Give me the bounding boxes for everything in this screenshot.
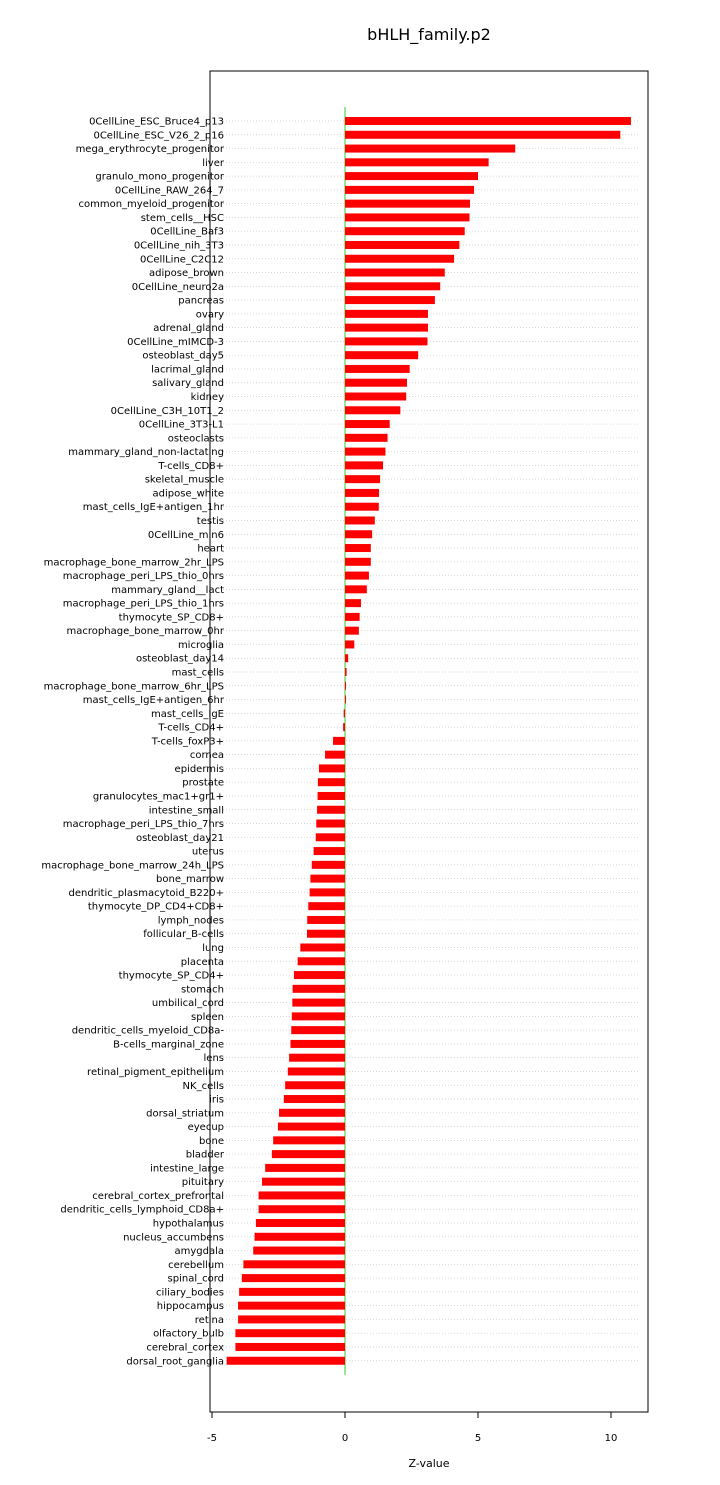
bar	[227, 1357, 345, 1365]
bar	[262, 1178, 345, 1186]
bar	[273, 1136, 345, 1144]
bar	[345, 585, 367, 593]
bar	[242, 1274, 345, 1282]
bar	[325, 751, 345, 759]
category-label: lens	[203, 1053, 224, 1065]
category-label: macrophage_bone_marrow_24h_LPS	[41, 860, 224, 872]
bar	[345, 627, 359, 635]
category-label: 0CellLine_C2C12	[140, 254, 224, 266]
bar	[290, 1040, 345, 1048]
category-label: mammary_gland__lact	[111, 584, 224, 596]
bar	[345, 668, 347, 676]
bar	[345, 269, 445, 277]
bar	[345, 406, 400, 414]
bars	[227, 117, 631, 1365]
x-tick-label: -5	[207, 1433, 217, 1444]
bar	[278, 1123, 345, 1131]
category-label: nucleus_accumbens	[123, 1232, 224, 1244]
bar	[279, 1109, 345, 1117]
bar	[345, 255, 454, 263]
category-label: macrophage_peri_LPS_thio_0hrs	[62, 571, 224, 583]
bar	[235, 1329, 345, 1337]
bar	[307, 930, 345, 938]
bar	[294, 971, 345, 979]
bar	[259, 1191, 345, 1199]
bar	[345, 544, 371, 552]
grid-lines	[223, 121, 640, 1361]
category-label: NK_cells	[182, 1080, 224, 1092]
category-label: retina	[194, 1314, 224, 1326]
category-label: adrenal_gland	[153, 323, 224, 335]
category-label: iris	[209, 1094, 224, 1106]
bar	[291, 1026, 345, 1034]
category-label: bladder	[185, 1149, 224, 1161]
bar	[345, 337, 427, 345]
category-label: thymocyte_SP_CD8+	[118, 612, 224, 624]
category-label: microglia	[177, 639, 224, 651]
category-label: dendritic_plasmacytoid_B220+	[68, 887, 224, 899]
category-label: umbilical_cord	[151, 998, 224, 1010]
category-labels	[41, 117, 225, 1368]
category-label: 0CellLine_3T3-L1	[138, 419, 224, 431]
category-label: intestine_large	[150, 1163, 224, 1175]
category-label: adipose_white	[152, 488, 224, 500]
category-label: thymocyte_DP_CD4+CD8+	[87, 901, 224, 913]
bar	[316, 820, 345, 828]
bar	[300, 944, 345, 952]
x-axis-label: Z-value	[408, 1457, 450, 1470]
category-label: mast_cells_IgE+antigen_1hr	[82, 502, 224, 514]
bar	[345, 282, 440, 290]
bar	[238, 1302, 345, 1310]
category-label: granulocytes_mac1+gr1+	[92, 791, 224, 803]
bar	[345, 365, 410, 373]
bar	[285, 1081, 345, 1089]
category-label: adipose_brown	[149, 268, 224, 280]
category-label: lacrimal_gland	[151, 364, 224, 376]
bar	[256, 1219, 345, 1227]
category-label: bone	[199, 1135, 224, 1147]
bar	[345, 599, 361, 607]
x-axis	[207, 1412, 617, 1444]
category-label: stomach	[181, 984, 224, 996]
x-tick-label: 5	[474, 1433, 482, 1444]
bar	[272, 1150, 345, 1158]
bar	[345, 696, 346, 704]
bar	[345, 379, 407, 387]
category-label: amygdala	[174, 1246, 224, 1258]
category-label: cornea	[189, 750, 224, 762]
bar	[289, 1054, 345, 1062]
bar	[239, 1288, 345, 1296]
category-label: granulo_mono_progenitor	[95, 171, 224, 183]
bar	[343, 723, 345, 731]
bar	[345, 558, 371, 566]
category-label: follicular_B-cells	[143, 929, 224, 941]
category-label: heart	[197, 543, 224, 555]
category-label: osteoblast_day21	[135, 832, 224, 844]
category-label: hypothalamus	[152, 1218, 224, 1230]
category-label: macrophage_peri_LPS_thio_7hrs	[62, 819, 224, 831]
category-label: macrophage_bone_marrow_2hr_LPS	[43, 557, 224, 569]
category-label: 0CellLine_C3H_10T1_2	[110, 405, 224, 417]
bar	[345, 351, 418, 359]
category-label: liver	[202, 157, 224, 169]
bar	[265, 1164, 345, 1172]
category-label: ovary	[195, 309, 224, 321]
category-label: cerebellum	[168, 1259, 224, 1271]
bar	[345, 241, 459, 249]
bar	[292, 999, 345, 1007]
category-label: macrophage_bone_marrow_6hr_LPS	[43, 681, 224, 693]
bar	[345, 393, 406, 401]
bar	[345, 503, 379, 511]
bar	[316, 833, 345, 841]
category-label: mast_cells_IgE+antigen_6hr	[82, 695, 224, 707]
category-label: mast_cells_IgE	[150, 708, 224, 720]
category-label: retinal_pigment_epithelium	[87, 1066, 224, 1078]
bar	[345, 200, 470, 208]
category-label: pancreas	[178, 295, 224, 307]
category-label: osteoclasts	[167, 433, 224, 445]
bar	[292, 1012, 345, 1020]
bar	[253, 1247, 345, 1255]
category-label: kidney	[190, 392, 224, 403]
category-label: spleen	[191, 1011, 224, 1023]
category-label: B-cells_marginal_zone	[113, 1039, 224, 1051]
category-label: testis	[196, 515, 224, 527]
category-label: dendritic_cells_myeloid_CD8a-	[71, 1025, 224, 1037]
bar	[345, 131, 620, 139]
bar	[345, 461, 383, 469]
bar	[235, 1343, 345, 1351]
bar	[345, 296, 435, 304]
x-tick-label: 10	[604, 1433, 618, 1444]
category-label: 0CellLine_RAW_264_7	[114, 185, 224, 197]
category-label: eyecup	[187, 1122, 224, 1134]
bar	[345, 654, 348, 662]
category-label: ciliary_bodies	[156, 1287, 224, 1299]
bar	[345, 117, 631, 125]
bar	[243, 1260, 345, 1268]
category-label: 0CellLine_ESC_Bruce4_p13	[89, 116, 224, 128]
category-label: placenta	[180, 956, 224, 968]
category-label: macrophage_bone_marrow_0hr	[66, 626, 224, 638]
bar	[310, 888, 345, 896]
category-label: olfactory_bulb	[153, 1328, 224, 1340]
category-label: spinal_cord	[167, 1273, 224, 1285]
category-label: hippocampus	[156, 1301, 224, 1313]
category-label: mega_erythrocyte_progenitor	[75, 144, 224, 156]
category-label: 0CellLine_Baf3	[150, 226, 224, 238]
bar	[345, 475, 380, 483]
category-label: uterus	[191, 846, 224, 858]
category-label: 0CellLine_neuro2a	[131, 281, 224, 293]
category-label: intestine_small	[148, 805, 224, 817]
bar	[238, 1315, 345, 1323]
bar	[314, 847, 345, 855]
bar	[317, 806, 345, 814]
bar	[344, 709, 345, 717]
bar	[333, 737, 345, 745]
category-label: lymph_nodes	[157, 915, 224, 927]
category-label: bone_marrow	[156, 874, 224, 886]
bar	[345, 227, 465, 235]
bar	[319, 764, 345, 772]
category-label: T-cells_CD4+	[158, 722, 224, 734]
category-label: mammary_gland_non-lactating	[68, 447, 224, 459]
bar	[345, 572, 369, 580]
category-label: dendritic_cells_lymphoid_CD8a+	[60, 1204, 224, 1216]
category-label: 0CellLine_mIMCD-3	[127, 336, 224, 348]
x-tick-label: 0	[341, 1433, 349, 1444]
category-label: dorsal_striatum	[146, 1108, 224, 1120]
bar	[284, 1095, 345, 1103]
bar	[345, 324, 428, 332]
bar	[298, 957, 345, 965]
bar	[345, 158, 489, 166]
bar	[345, 489, 379, 497]
bar	[345, 420, 390, 428]
category-label: 0CellLine_min6	[147, 529, 224, 541]
category-label: T-cells_foxP3+	[151, 736, 224, 748]
bar	[345, 213, 469, 221]
category-label: dorsal_root_ganglia	[126, 1356, 224, 1368]
bar	[345, 640, 354, 648]
bar	[345, 186, 474, 194]
bar	[310, 875, 345, 883]
category-label: macrophage_peri_LPS_thio_1hrs	[62, 598, 224, 610]
bar	[318, 792, 345, 800]
bar	[345, 145, 515, 153]
category-label: mast_cells	[171, 667, 224, 679]
category-label: cerebral_cortex_prefrontal	[92, 1190, 224, 1202]
category-label: osteoblast_day5	[142, 350, 224, 362]
category-label: 0CellLine_ESC_V26_2_p16	[93, 130, 224, 142]
bar	[345, 516, 375, 524]
category-label: stem_cells__HSC	[140, 212, 224, 224]
bar	[307, 916, 345, 924]
bar	[318, 778, 345, 786]
category-label: skeletal_muscle	[144, 474, 224, 486]
bar	[308, 902, 345, 910]
bar	[288, 1067, 345, 1075]
bar	[345, 310, 428, 318]
category-label: thymocyte_SP_CD4+	[118, 970, 224, 982]
bar	[345, 448, 385, 456]
category-label: T-cells_CD8+	[158, 460, 224, 472]
chart-title: bHLH_family.p2	[367, 25, 491, 44]
category-label: prostate	[182, 777, 224, 789]
category-label: osteoblast_day14	[135, 653, 224, 665]
bar	[255, 1233, 345, 1241]
bar	[345, 682, 346, 690]
category-label: salivary_gland	[152, 378, 224, 390]
bar	[345, 172, 478, 180]
category-label: cerebral_cortex	[146, 1342, 224, 1354]
bar	[345, 613, 360, 621]
category-label: 0CellLine_nih_3T3	[133, 240, 224, 252]
category-label: common_myeloid_progenitor	[78, 199, 224, 211]
bar	[312, 861, 345, 869]
bar	[345, 434, 388, 442]
category-label: lung	[202, 943, 224, 954]
category-label: epidermis	[174, 763, 224, 775]
bar	[293, 985, 345, 993]
category-label: pituitary	[181, 1177, 224, 1189]
bar	[345, 530, 372, 538]
bar	[259, 1205, 345, 1213]
